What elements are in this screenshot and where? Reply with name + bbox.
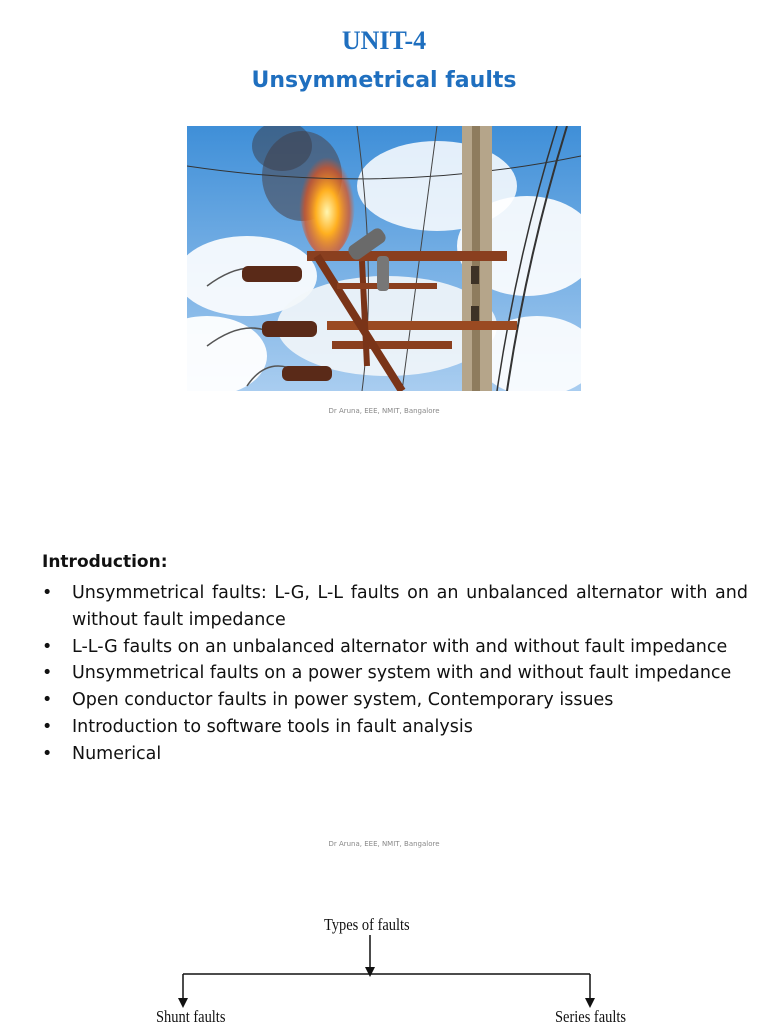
- list-item: • Unsymmetrical faults: L-G, L-L faults on an unbalanced alternator with and without fault impedance: [42, 580, 748, 634]
- list-item: • Introduction to software tools in fault analysis: [42, 714, 748, 741]
- diagram-left-label: Shunt faults: [156, 1007, 226, 1026]
- page-subtitle: Unsymmetrical faults: [251, 68, 517, 93]
- footer-credit: Dr Aruna, EEE, NMIT, Bangalore: [328, 840, 440, 848]
- power-line-photo: [187, 126, 581, 391]
- introduction-heading: Introduction:: [42, 552, 168, 572]
- diagram-right-label: Series faults: [555, 1007, 627, 1026]
- fault-types-diagram: [150, 905, 640, 1024]
- introduction-list: [42, 580, 748, 768]
- list-item: • Open conductor faults in power system, Contemporary issues: [42, 687, 748, 714]
- list-item: • Unsymmetrical faults on a power system with and without fault impedance: [42, 660, 748, 687]
- footer-credit: Dr Aruna, EEE, NMIT, Bangalore: [328, 407, 440, 415]
- list-item: • Numerical: [42, 741, 748, 768]
- unit-title: UNIT-4: [341, 26, 427, 55]
- diagram-root-label: Types of faults: [324, 915, 410, 934]
- list-item: • L-L-G faults on an unbalanced alternator with and without fault impedance: [42, 634, 748, 661]
